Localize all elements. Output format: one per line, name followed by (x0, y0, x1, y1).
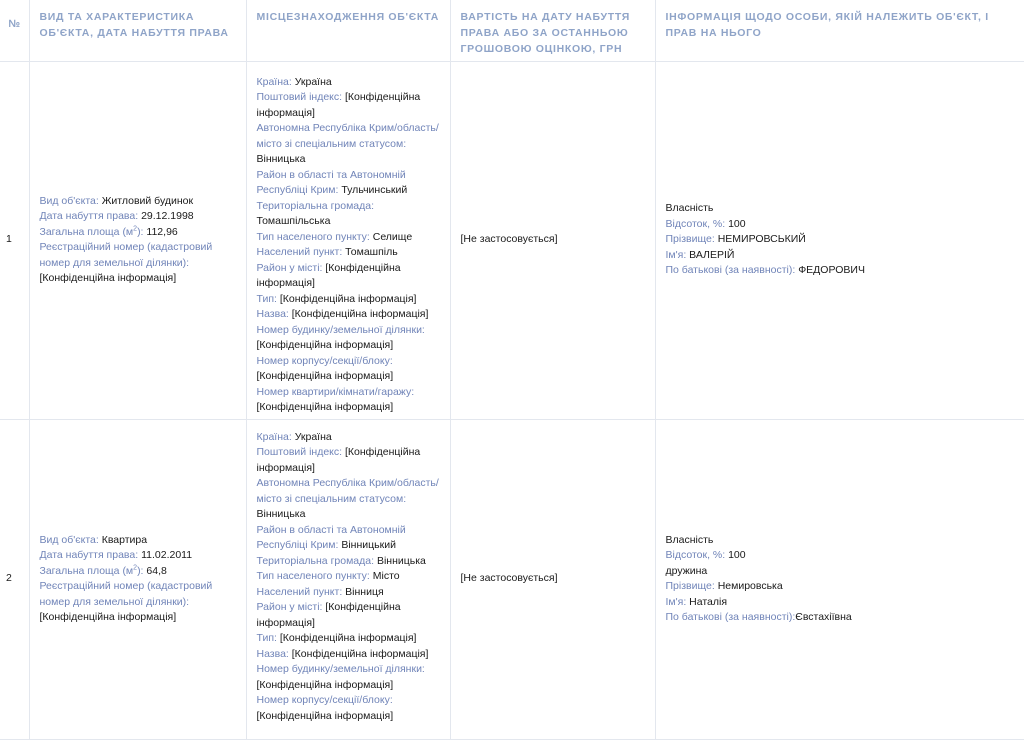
street-type-value: [Конфіденційна інформація] (279, 632, 417, 644)
firstname-value: Наталія (689, 595, 728, 608)
district-value: Тульчинський (341, 184, 408, 196)
firstname-label: Ім'я: (665, 248, 687, 261)
settlement-type-label: Тип населеного пункту: (256, 570, 370, 582)
settlement-type-value: Селище (372, 230, 413, 243)
community-value: Томашпільська (256, 215, 331, 227)
building-label: Номер будинку/земельної ділянки: (256, 663, 425, 675)
country-label: Країна: (256, 430, 292, 443)
value-cell: [Не застосовується] (450, 419, 655, 739)
settlement-type-value: Місто (372, 570, 400, 582)
reg-value: [Конфіденційна інформація] (39, 272, 177, 284)
date-label: Дата набуття права: (39, 210, 139, 222)
row-number: 1 (0, 61, 29, 419)
settlement-label: Населений пункт: (256, 246, 343, 258)
location-cell (246, 61, 450, 419)
country-value: Україна (294, 75, 332, 88)
city-district-label: Район у місті: (256, 261, 323, 274)
date-value: 11.02.2011 (141, 549, 193, 561)
district-value: Вінницький (341, 539, 396, 551)
row-number: 2 (0, 419, 29, 739)
owner-cell (655, 419, 1024, 739)
object-kind-cell (29, 419, 246, 739)
region-label: Автономна Республіка Крим/область/місто зі спеціальним статусом: (256, 477, 439, 505)
city-district-value: [Конфіденційна інформація] (256, 261, 401, 289)
header-kind: ВИД ТА ХАРАКТЕРИСТИКА ОБ'ЄКТА, ДАТА НАБУТТЯ ПРАВА (29, 0, 246, 61)
owner-cell (655, 61, 1024, 419)
share-label: Відсоток, %: (665, 549, 726, 561)
area-label: Загальна площа $(м^2)$: (39, 564, 144, 577)
settlement-label: Населений пункт: (256, 585, 343, 598)
settlement-value: Вінниця (345, 585, 384, 598)
region-value: Вінницька (256, 153, 306, 165)
object-kind-cell (29, 61, 246, 419)
region-label: Автономна Республіка Крим/область/місто зі спеціальним статусом: (256, 122, 439, 150)
header-location: МІСЦЕЗНАХОДЖЕННЯ ОБ'ЄКТА (246, 0, 450, 61)
value-cell: [Не застосовується] (450, 61, 655, 419)
street-type-label: Тип: (256, 632, 277, 644)
patronymic-label: По батькові (за наявності): (665, 611, 796, 623)
community-label: Територіальна громада: (256, 554, 375, 567)
patronymic-value: Євстахіївна (795, 611, 852, 623)
country-value: Україна (294, 430, 332, 443)
date-value: 29.12.1998 (141, 210, 194, 222)
city-district-label: Район у місті: (256, 601, 323, 613)
patronymic-value: ФЕДОРОВИЧ (798, 264, 865, 277)
settlement-type-label: Тип населеного пункту: (256, 230, 370, 243)
postal-value: [Конфіденційна інформація] (256, 446, 421, 474)
kind-value: Житловий будинок (101, 194, 194, 207)
kind-value: Квартира (101, 533, 148, 546)
street-name-value: [Конфіденційна інформація] (291, 308, 429, 320)
right-type: Власність (665, 202, 714, 215)
area-value: 64,8 (146, 564, 167, 577)
area-label: Загальна площа $(м^2)$: (39, 225, 144, 238)
settlement-value: Томашпіль (345, 246, 398, 258)
firstname-label: Ім'я: (665, 595, 687, 608)
surname-label: Прізвище: (665, 580, 715, 592)
table-row (0, 61, 1024, 419)
postal-label: Поштовий індекс: (256, 91, 343, 103)
postal-label: Поштовий індекс: (256, 446, 343, 458)
table-row (0, 419, 1024, 739)
building-value: [Конфіденційна інформація] (256, 678, 394, 691)
kind-label: Вид об'єкта: (39, 194, 99, 207)
location-cell (246, 419, 450, 739)
district-label: Район в області та Автономній Республіці Крим: (256, 523, 406, 551)
header-num: № (0, 0, 29, 61)
postal-value: [Конфіденційна інформація] (256, 91, 421, 119)
reg-label: Реєстраційний номер (кадастровий номер для земельної ділянки): (39, 580, 213, 608)
share-value: 100 (728, 217, 746, 230)
street-type-label: Тип: (256, 292, 277, 305)
street-name-value: [Конфіденційна інформація] (291, 647, 429, 660)
kind-label: Вид об'єкта: (39, 533, 99, 546)
surname-label: Прізвище: (665, 233, 715, 246)
patronymic-label: По батькові (за наявності): (665, 264, 796, 277)
building-value: [Конфіденційна інформація] (256, 339, 394, 351)
community-label: Територіальна громада: (256, 199, 375, 212)
header-value: ВАРТІСТЬ НА ДАТУ НАБУТТЯ ПРАВА АБО ЗА ОСТАННЬОЮ ГРОШОВОЮ ОЦІНКОЮ, ГРН (450, 0, 655, 61)
surname-value: Немировська (717, 580, 783, 592)
block-label: Номер корпусу/секції/блоку: (256, 354, 393, 367)
table-header-row (0, 0, 1024, 61)
block-value: [Конфіденційна інформація] (256, 709, 394, 722)
city-district-value: [Конфіденційна інформація] (256, 601, 401, 629)
community-value: Вінницька (376, 554, 426, 567)
share-value: 100 (728, 549, 746, 561)
apartment-label: Номер квартири/кімнати/гаражу: (256, 385, 415, 398)
reg-label: Реєстраційний номер (кадастровий номер для земельної ділянки): (39, 241, 213, 269)
header-owner: ІНФОРМАЦІЯ ЩОДО ОСОБИ, ЯКІЙ НАЛЕЖИТЬ ОБ'ЄКТ, І ПРАВ НА НЬОГО (655, 0, 1024, 61)
area-value: 112,96 (146, 225, 178, 238)
street-name-label: Назва: (256, 308, 289, 320)
block-value: [Конфіденційна інформація] (256, 370, 394, 382)
street-name-label: Назва: (256, 647, 289, 660)
reg-value: [Конфіденційна інформація] (39, 611, 177, 623)
district-label: Район в області та Автономній Республіці Крим: (256, 168, 406, 196)
region-value: Вінницька (256, 508, 306, 520)
firstname-value: ВАЛЕРІЙ (689, 248, 735, 261)
street-type-value: [Конфіденційна інформація] (279, 292, 417, 305)
building-label: Номер будинку/земельної ділянки: (256, 323, 425, 336)
country-label: Країна: (256, 75, 292, 88)
surname-value: НЕМИРОВСЬКИЙ (717, 233, 806, 246)
right-type: Власність (665, 533, 714, 546)
date-label: Дата набуття права: (39, 549, 139, 561)
block-label: Номер корпусу/секції/блоку: (256, 694, 393, 706)
share-label: Відсоток, %: (665, 217, 726, 230)
relation-value: дружина (665, 564, 708, 577)
apartment-value: [Конфіденційна інформація] (256, 401, 394, 413)
